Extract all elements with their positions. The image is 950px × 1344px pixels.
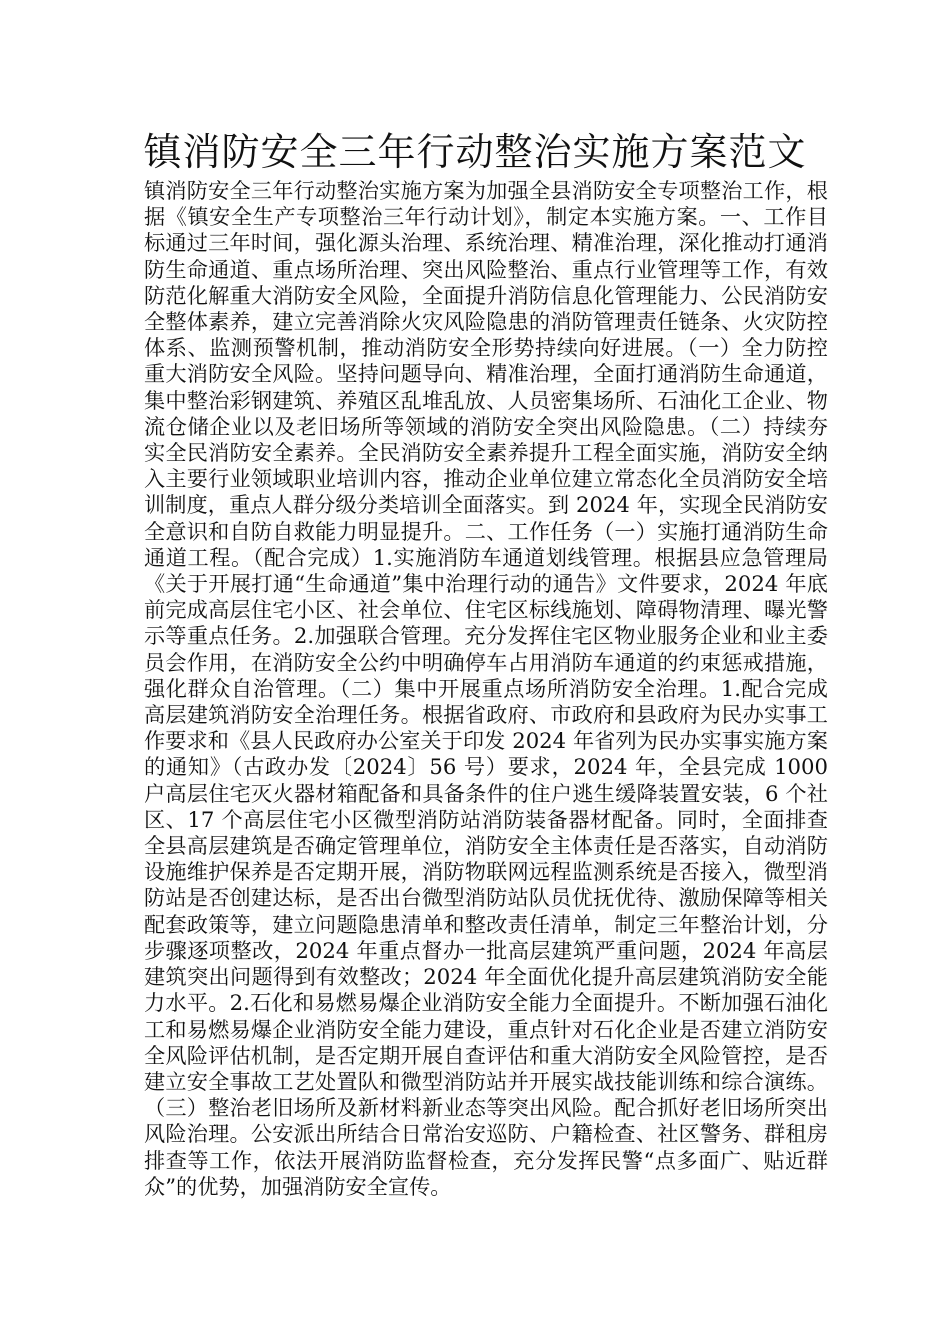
document-body: 镇消防安全三年行动整治实施方案为加强全县消防安全专项整治工作，根据《镇安全生产专项整治三年行动计划》，制定本实施方案。一、工作目标通过三年时间，强化源头治理、系统治理、精准治理，深化推动打通消防生命通道、重点场所治理、突出风险整治、重点行业管理等工作，有效防范化解重大消防安全风险，全面提升消防信息化管理能力、公民消防安全整体素养，建立完善消除火灾风险隐患的消防管理责任链条、火灾防控体系、监测预警机制，推动消防安全形势持续向好进展。（一）全力防控重大消防安全风险。坚持问题导向、精准治理，全面打通消防生命通道，集中整治彩钢建筑、养殖区乱堆乱放、人员密集场所、石油化工企业、物流仓储企业以及老旧场所等领域的消防安全突出风险隐患。（二）持续夯实全民消防安全素养。全民消防安全素养提升工程全面实施，消防安全纳入主要行业领域职业培训内容，推动企业单位建立常态化全员消防安全培训制度，重点人群分级分类培训全面落实。到 2024 年，实现全民消防安全意识和自防自救能力明显提升。二、工作任务（一）实施打通消防生命通道工程。（配合完成）1.实施消防车通道划线管理。根据县应急管理局《关于开展打通“生命通道”集中治理行动的通告》文件要求，2024 年底前完成高层住宅小区、社会单位、住宅区标线施划、障碍物清理、曝光警示等重点任务。2.加强联合管理。充分发挥住宅区物业服务企业和业主委员会作用，在消防安全公约中明确停车占用消防车通道的约束惩戒措施，强化群众自治管理。（二）集中开展重点场所消防安全治理。1.配合完成高层建筑消防安全治理任务。根据省政府、市政府和县政府为民办实事工作要求和《县人民政府办公室关于印发 2024 年省列为民办实事实施方案的通知》（古政办发〔2024〕56 号）要求，2024 年，全县完成 1000 户高层住宅灭火器材箱配备和具备条件的住户逃生缓降装置安装，6 个社区、17 个高层住宅小区微型消防站消防装备器材配备。同时，全面排查全县高层建筑是否确定管理单位，消防安全主体责任是否落实，自动消防设施维护保养是否定期开展，消防物联网远程监测系统是否接入，微型消防站是否创建达标，是否出台微型消防站队员优抚优待、激励保障等相关配套政策等，建立问题隐患清单和整改责任清单，制定三年整治计划，分步骤逐项整改，2024 年重点督办一批高层建筑严重问题，2024 年高层建筑突出问题得到有效整改；2024 年全面优化提升高层建筑消防安全能力水平。2.石化和易燃易爆企业消防安全能力全面提升。不断加强石油化工和易燃易爆企业消防安全能力建设，重点针对石化企业是否建立消防安全风险评估机制，是否定期开展自查评估和重大消防安全风险管控，是否建立安全事故工艺处置队和微型消防站并开展实战技能训练和综合演练。（三）整治老旧场所及新材料新业态等突出风险。配合抓好老旧场所突出风险治理。公安派出所结合日常治安巡防、户籍检查、社区警务、群租房排查等工作，依法开展消防监督检查，充分发挥民警“点多面广、贴近群众”的优势，加强消防安全宣传。: [144, 178, 828, 1199]
document-title: 镇消防安全三年行动整治实施方案范文: [143, 130, 807, 174]
